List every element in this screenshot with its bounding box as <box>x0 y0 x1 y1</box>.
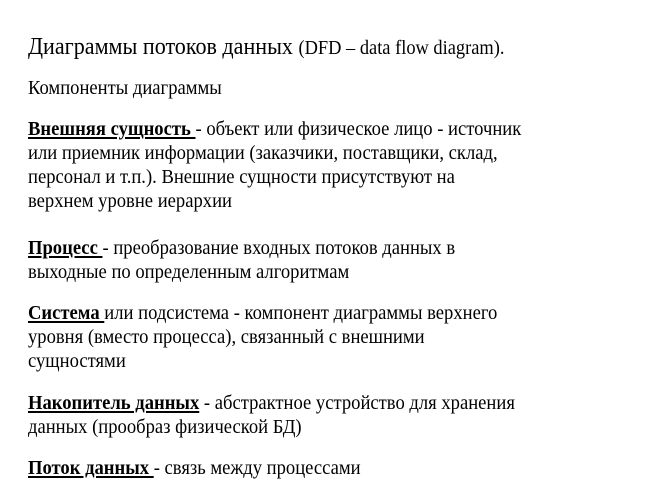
definition-line: персонал и т.п.). Внешние сущности присутствуют на <box>28 166 455 188</box>
definition-text: или подсистема - компонент диаграммы верхнего <box>104 302 498 324</box>
definition-term: Накопитель данных <box>28 392 200 414</box>
definition-text: - связь между процессами <box>153 457 361 479</box>
definition-line: данных (прообраз физической БД) <box>28 416 302 438</box>
slide-title <box>28 32 598 63</box>
definition-line: верхнем уровне иерархии <box>28 190 232 212</box>
slide-title-text: Диаграммы потоков данных <box>28 34 299 60</box>
definition-line <box>28 117 623 141</box>
definition-line <box>28 236 623 260</box>
definition-item-data-flow <box>28 456 623 480</box>
definition-line: или приемник информации (заказчики, поставщики, склад, <box>28 142 498 164</box>
definition-term: Поток данных <box>28 457 154 479</box>
definition-line: сущностями <box>28 350 126 372</box>
definition-item-external-entity <box>28 117 623 213</box>
definition-term: Процесс <box>28 237 103 259</box>
definition-text: - объект или физическое лицо - источник <box>195 118 522 140</box>
definition-text: - абстрактное устройство для хранения <box>199 392 515 414</box>
definition-item-process <box>28 236 623 284</box>
definition-term: Внешняя сущность <box>28 118 196 140</box>
definition-item-data-store <box>28 391 623 439</box>
definition-text: - преобразование входных потоков данных в <box>102 237 456 259</box>
definition-line <box>28 391 623 415</box>
definition-line <box>28 301 623 325</box>
definition-line <box>28 456 623 480</box>
definition-term: Система <box>28 302 105 324</box>
slide-subtitle: Компоненты диаграммы <box>28 77 222 99</box>
definition-line: уровня (вместо процесса), связанный с внешними <box>28 326 425 348</box>
slide-title-latin: (DFD – data flow diagram). <box>298 37 505 59</box>
definition-item-system <box>28 301 623 373</box>
definition-line: выходные по определенным алгоритмам <box>28 261 350 283</box>
